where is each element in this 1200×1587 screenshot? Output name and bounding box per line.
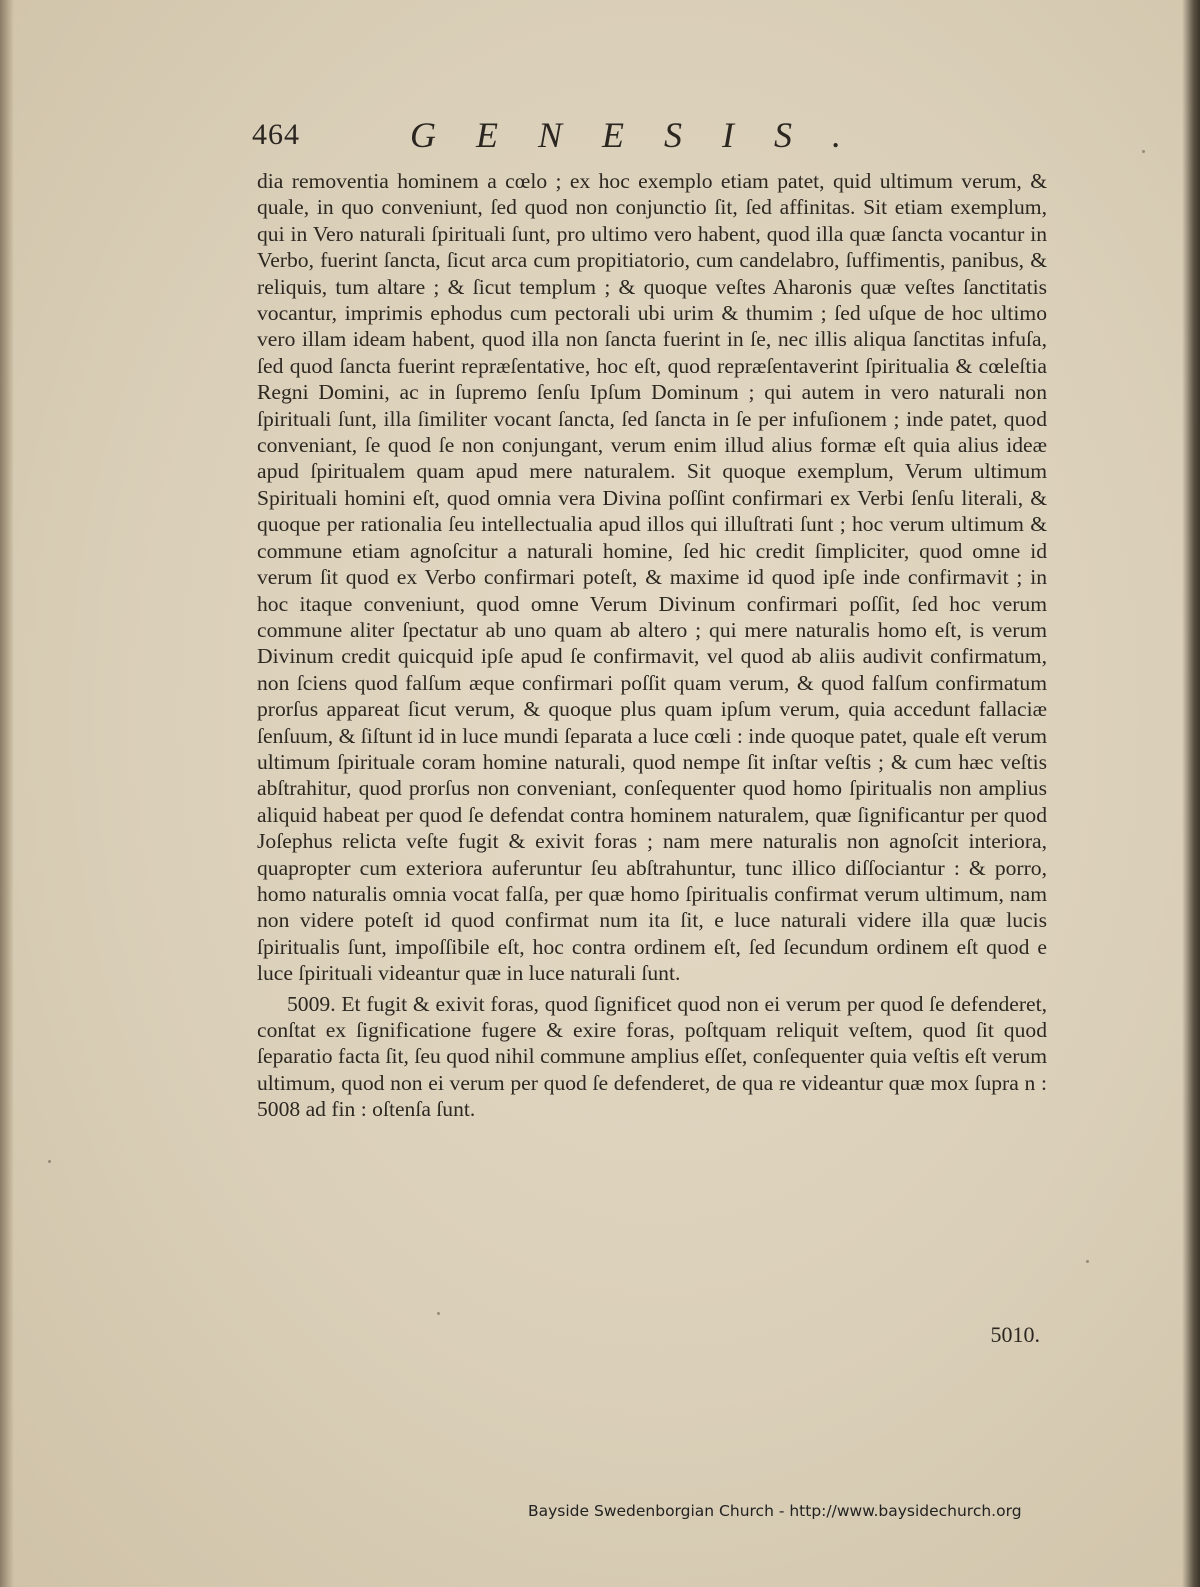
paragraph-5009: 5009. Et fugit & exivit foras, quod ſignificet quod non ei verum per quod ſe defenderet, conſtat ex ſignificatione fugere & exire foras, poſtquam reliquit veſtem, quod ſit quod ſeparatio facta ſit, ſeu quod nihil commune amplius eſſet, conſequenter quia veſtis eſt verum ultimum, quod non ei verum per quod ſe defenderet, de qua re videantur quæ mox ſupra n : 5008 ad fin : oſtenſa ſunt. — [257, 991, 1047, 1122]
page-number: 464 — [252, 118, 300, 151]
page-header — [250, 112, 940, 162]
paragraph-continued: dia removentia hominem a cœlo ; ex hoc exemplo etiam patet, quid ultimum verum, & quale, in quo conveniunt, ſed quod non conjunctio ſit, ſed affinitas. Sit etiam exemplum, qui in Vero naturali ſpirituali ſunt, pro ultimo vero habent, quod illa quæ ſancta vocantur in Verbo, fuerint ſancta, ſicut arca cum propitiatorio, cum candelabro, ſuffimentis, panibus, & reliquis, tum altare ; & ſicut templum ; & quoque veſtes Aharonis quæ veſtes ſanctitatis vocantur, imprimis ephodus cum pectorali ubi urim & thumim ; ſed uſque de hoc ultimo vero illam ideam habent, quod illa non ſancta fuerint in ſe, nec illis aliqua ſanctitas infuſa, ſed quod ſancta fuerint repræſentative, hoc eſt, quod repræſentaverint ſpiritualia & cœleſtia Regni Domini, ac in ſupremo ſenſu Ipſum Dominum ; qui autem in vero naturali non ſpirituali ſunt, illa ſimiliter vocant ſancta, ſed ſancta in ſe per infuſionem ; inde patet, quod conveniant, ſe quod ſe non conjungant, verum enim illud alius formæ eſt quia alius ideæ apud ſpiritualem quam apud mere naturalem. Sit quoque exemplum, Verum ultimum Spirituali homini eſt, quod omnia vera Divina poſſint confirmari ex Verbi ſenſu literali, & quoque per rationalia ſeu intellectualia apud illos qui illuſtrati ſunt ; hoc verum ultimum & commune etiam agnoſcitur a naturali homine, ſed hic credit ſimpliciter, quod omne id verum ſit quod ex Verbo confirmari poteſt, & maxime id quod ipſe inde confirmavit ; in hoc itaque conveniunt, quod omne Verum Divinum confirmari poſſit, ſed hoc verum commune aliter ſpectatur ab uno quam ab altero ; qui mere naturalis homo eſt, is verum Divinum credit quicquid ipſe apud ſe confirmavit, vel quod ab aliis audivit confirmatum, non ſciens quod falſum æque confirmari poſſit quam verum, & quod falſum confirmatum prorſus appareat ſicut verum, & quoque plus quam ipſum verum, quia accedunt fallaciæ ſenſuum, & ſiſtunt id in luce mundi ſeparata a luce cœli : inde quoque patet, quale eſt verum ultimum ſpirituale coram homine naturali, quod nempe ſit inſtar veſtis ; & cum hæc veſtis abſtrahitur, quod prorſus non conveniant, conſequenter quod homo ſpiritualis non amplius aliquid habeat per quod ſe defendat contra hominem naturalem, quæ ſignificantur per quod Joſephus relicta veſte fugit & exivit foras ; nam mere naturalis non agnoſcit interiora, quapropter cum exteriora auferuntur ſeu abſtrahuntur, tunc illico diſſociantur : & porro, homo naturalis omnia vocat falſa, per quæ homo ſpiritualis confirmat verum ultimum, nam non videre poteſt id quod confirmat num ita ſit, e luce naturali videre illa quæ lucis ſpiritualis ſunt, impoſſibile eſt, hoc contra ordinem eſt, ſed ſecundum ordinem eſt quod e luce ſpirituali videantur quæ in luce naturali ſunt. — [257, 169, 1047, 986]
page-right-edge-shadow — [1182, 0, 1200, 1587]
paper-speck — [1086, 1260, 1089, 1263]
catchword: 5010. — [990, 1322, 1040, 1347]
page-left-edge-shadow — [0, 0, 14, 1587]
paper-speck — [1142, 150, 1145, 153]
running-title: GENESIS. — [410, 115, 881, 155]
body-text — [257, 168, 1047, 1123]
footer-credit: Bayside Swedenborgian Church - http://www.baysidechurch.org — [528, 1502, 1022, 1520]
paper-speck — [437, 1312, 440, 1315]
paper-speck — [48, 1160, 51, 1163]
